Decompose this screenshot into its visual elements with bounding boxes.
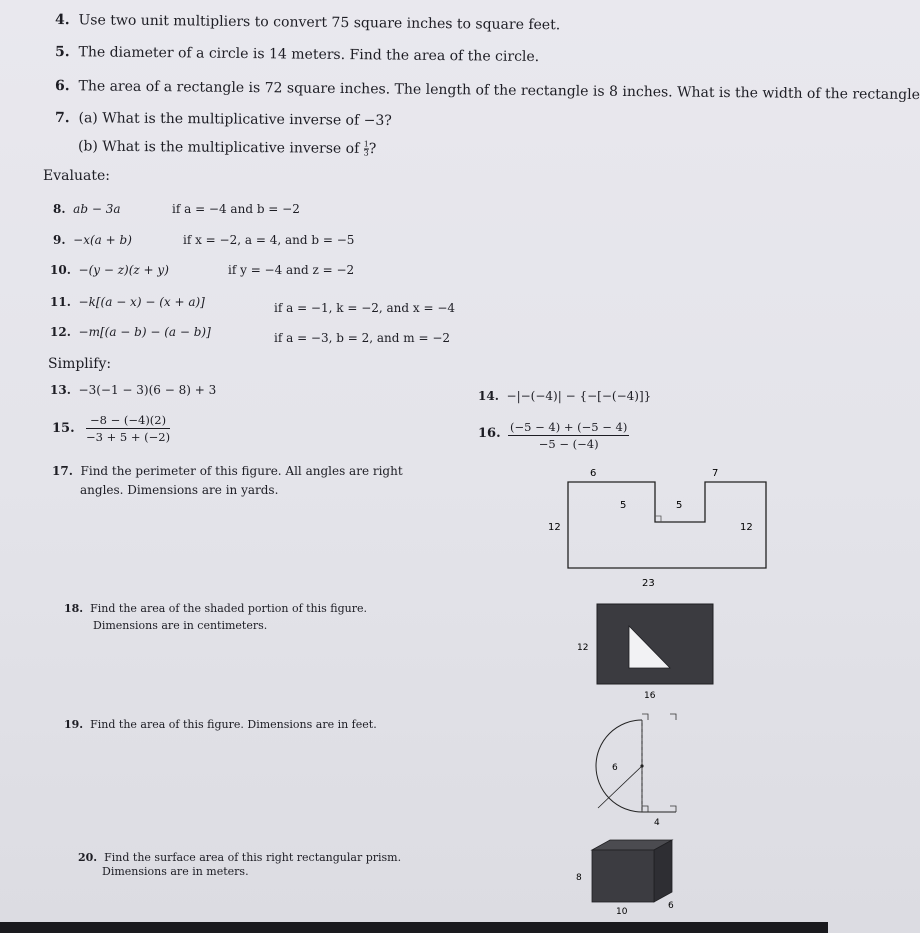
problem-11: 11. −k[(a − x) − (x + a)] bbox=[50, 295, 205, 309]
figure-arc bbox=[596, 720, 642, 812]
dim-notch-left: 5 bbox=[620, 500, 627, 511]
problem-18-line2: Dimensions are in centimeters. bbox=[93, 619, 268, 632]
dim-top-right: 7 bbox=[712, 468, 719, 479]
dim-top-left: 6 bbox=[590, 468, 597, 479]
dim-bottom: 4 bbox=[654, 818, 660, 828]
dim-height: 8 bbox=[576, 873, 582, 883]
dim-right: 12 bbox=[740, 522, 753, 533]
shaded-rectangle bbox=[597, 604, 713, 684]
radius-line bbox=[598, 766, 642, 808]
problem-9: 9. −x(a + b) bbox=[53, 233, 132, 247]
problem-18: 18. Find the area of the shaded portion of this figure. bbox=[64, 602, 368, 615]
dim-notch-right: 5 bbox=[676, 500, 683, 511]
problem-7a: 7. (a) What is the multiplicative inverse of −3? bbox=[54, 110, 392, 129]
problem-15-fraction: $\frac{-8 - (-4)(2)}{-3 + 5 + (-2)}$ bbox=[86, 413, 171, 444]
prism-figure bbox=[570, 838, 700, 922]
problem-8-condition: if a = −4 and b = −2 bbox=[172, 202, 300, 216]
problem-14: 14. −|−(−4)| − {−[−(−4)]} bbox=[478, 389, 652, 403]
problem-20: 20. Find the surface area of this right rectangular prism. bbox=[78, 851, 402, 864]
right-angle-mark bbox=[655, 516, 661, 522]
problem-16-fraction: $\frac{(-5 - 4) + (-5 - 4)}{-5 - (-4)}$ bbox=[510, 420, 628, 451]
figure-straight-edges bbox=[642, 720, 676, 812]
dim-left: 12 bbox=[548, 522, 561, 533]
problem-13: 13. −3(−1 − 3)(6 − 8) + 3 bbox=[50, 383, 217, 397]
problem-11-condition: if a = −1, k = −2, and x = −4 bbox=[274, 301, 456, 315]
fraction-one-third: $\frac{1}{3}$ bbox=[363, 139, 369, 158]
problem-4: 4. Use two unit multipliers to convert 75 square inches to square feet. bbox=[54, 12, 561, 34]
problem-17-line2: angles. Dimensions are in yards. bbox=[80, 483, 279, 497]
dim-length: 10 bbox=[616, 907, 628, 917]
problem-16-number: 16. bbox=[478, 426, 501, 441]
problem-19: 19. Find the area of this figure. Dimensions are in feet. bbox=[64, 718, 377, 731]
dim-depth: 6 bbox=[668, 901, 674, 911]
simplify-heading: Simplify: bbox=[48, 356, 112, 372]
problem-8: 8. ab − 3a bbox=[53, 202, 121, 216]
problem-17: 17. Find the perimeter of this figure. All angles are right bbox=[52, 464, 403, 478]
top-right-angle-marks bbox=[642, 714, 676, 720]
problem-20-line2: Dimensions are in meters. bbox=[102, 865, 249, 878]
dim-radius: 6 bbox=[612, 763, 618, 773]
problem-9-condition: if x = −2, a = 4, and b = −5 bbox=[183, 233, 355, 247]
photo-bottom-edge bbox=[0, 922, 828, 933]
perimeter-outline bbox=[568, 482, 766, 568]
problem-7b: (b) What is the multiplicative inverse of $\frac{1}{3}$ ? bbox=[77, 138, 377, 158]
problem-10: 10. −(y − z)(z + y) bbox=[50, 263, 169, 277]
dim-side: 12 bbox=[577, 643, 589, 653]
center-point bbox=[640, 764, 643, 767]
prism-front-face bbox=[592, 850, 654, 902]
evaluate-heading: Evaluate: bbox=[43, 168, 110, 184]
problem-12-condition: if a = −3, b = 2, and m = −2 bbox=[274, 331, 451, 345]
perimeter-figure bbox=[540, 460, 780, 590]
prism-side-face bbox=[654, 840, 672, 902]
quarter-circle-figure bbox=[590, 708, 700, 828]
dim-bottom: 16 bbox=[644, 691, 656, 701]
problem-10-condition: if y = −4 and z = −2 bbox=[228, 263, 355, 277]
problem-6: 6. The area of a rectangle is 72 square inches. The length of the rectangle is 8 inches. What is the width of the rectangle bbox=[54, 78, 920, 104]
shaded-area-figure bbox=[572, 600, 722, 704]
problem-5: 5. The diameter of a circle is 14 meters. Find the area of the circle. bbox=[54, 44, 540, 66]
problem-12: 12. −m[(a − b) − (a − b)] bbox=[50, 325, 211, 339]
bottom-right-angle-marks bbox=[642, 806, 676, 812]
problem-15-number: 15. bbox=[52, 421, 75, 436]
dim-bottom: 23 bbox=[642, 578, 655, 589]
